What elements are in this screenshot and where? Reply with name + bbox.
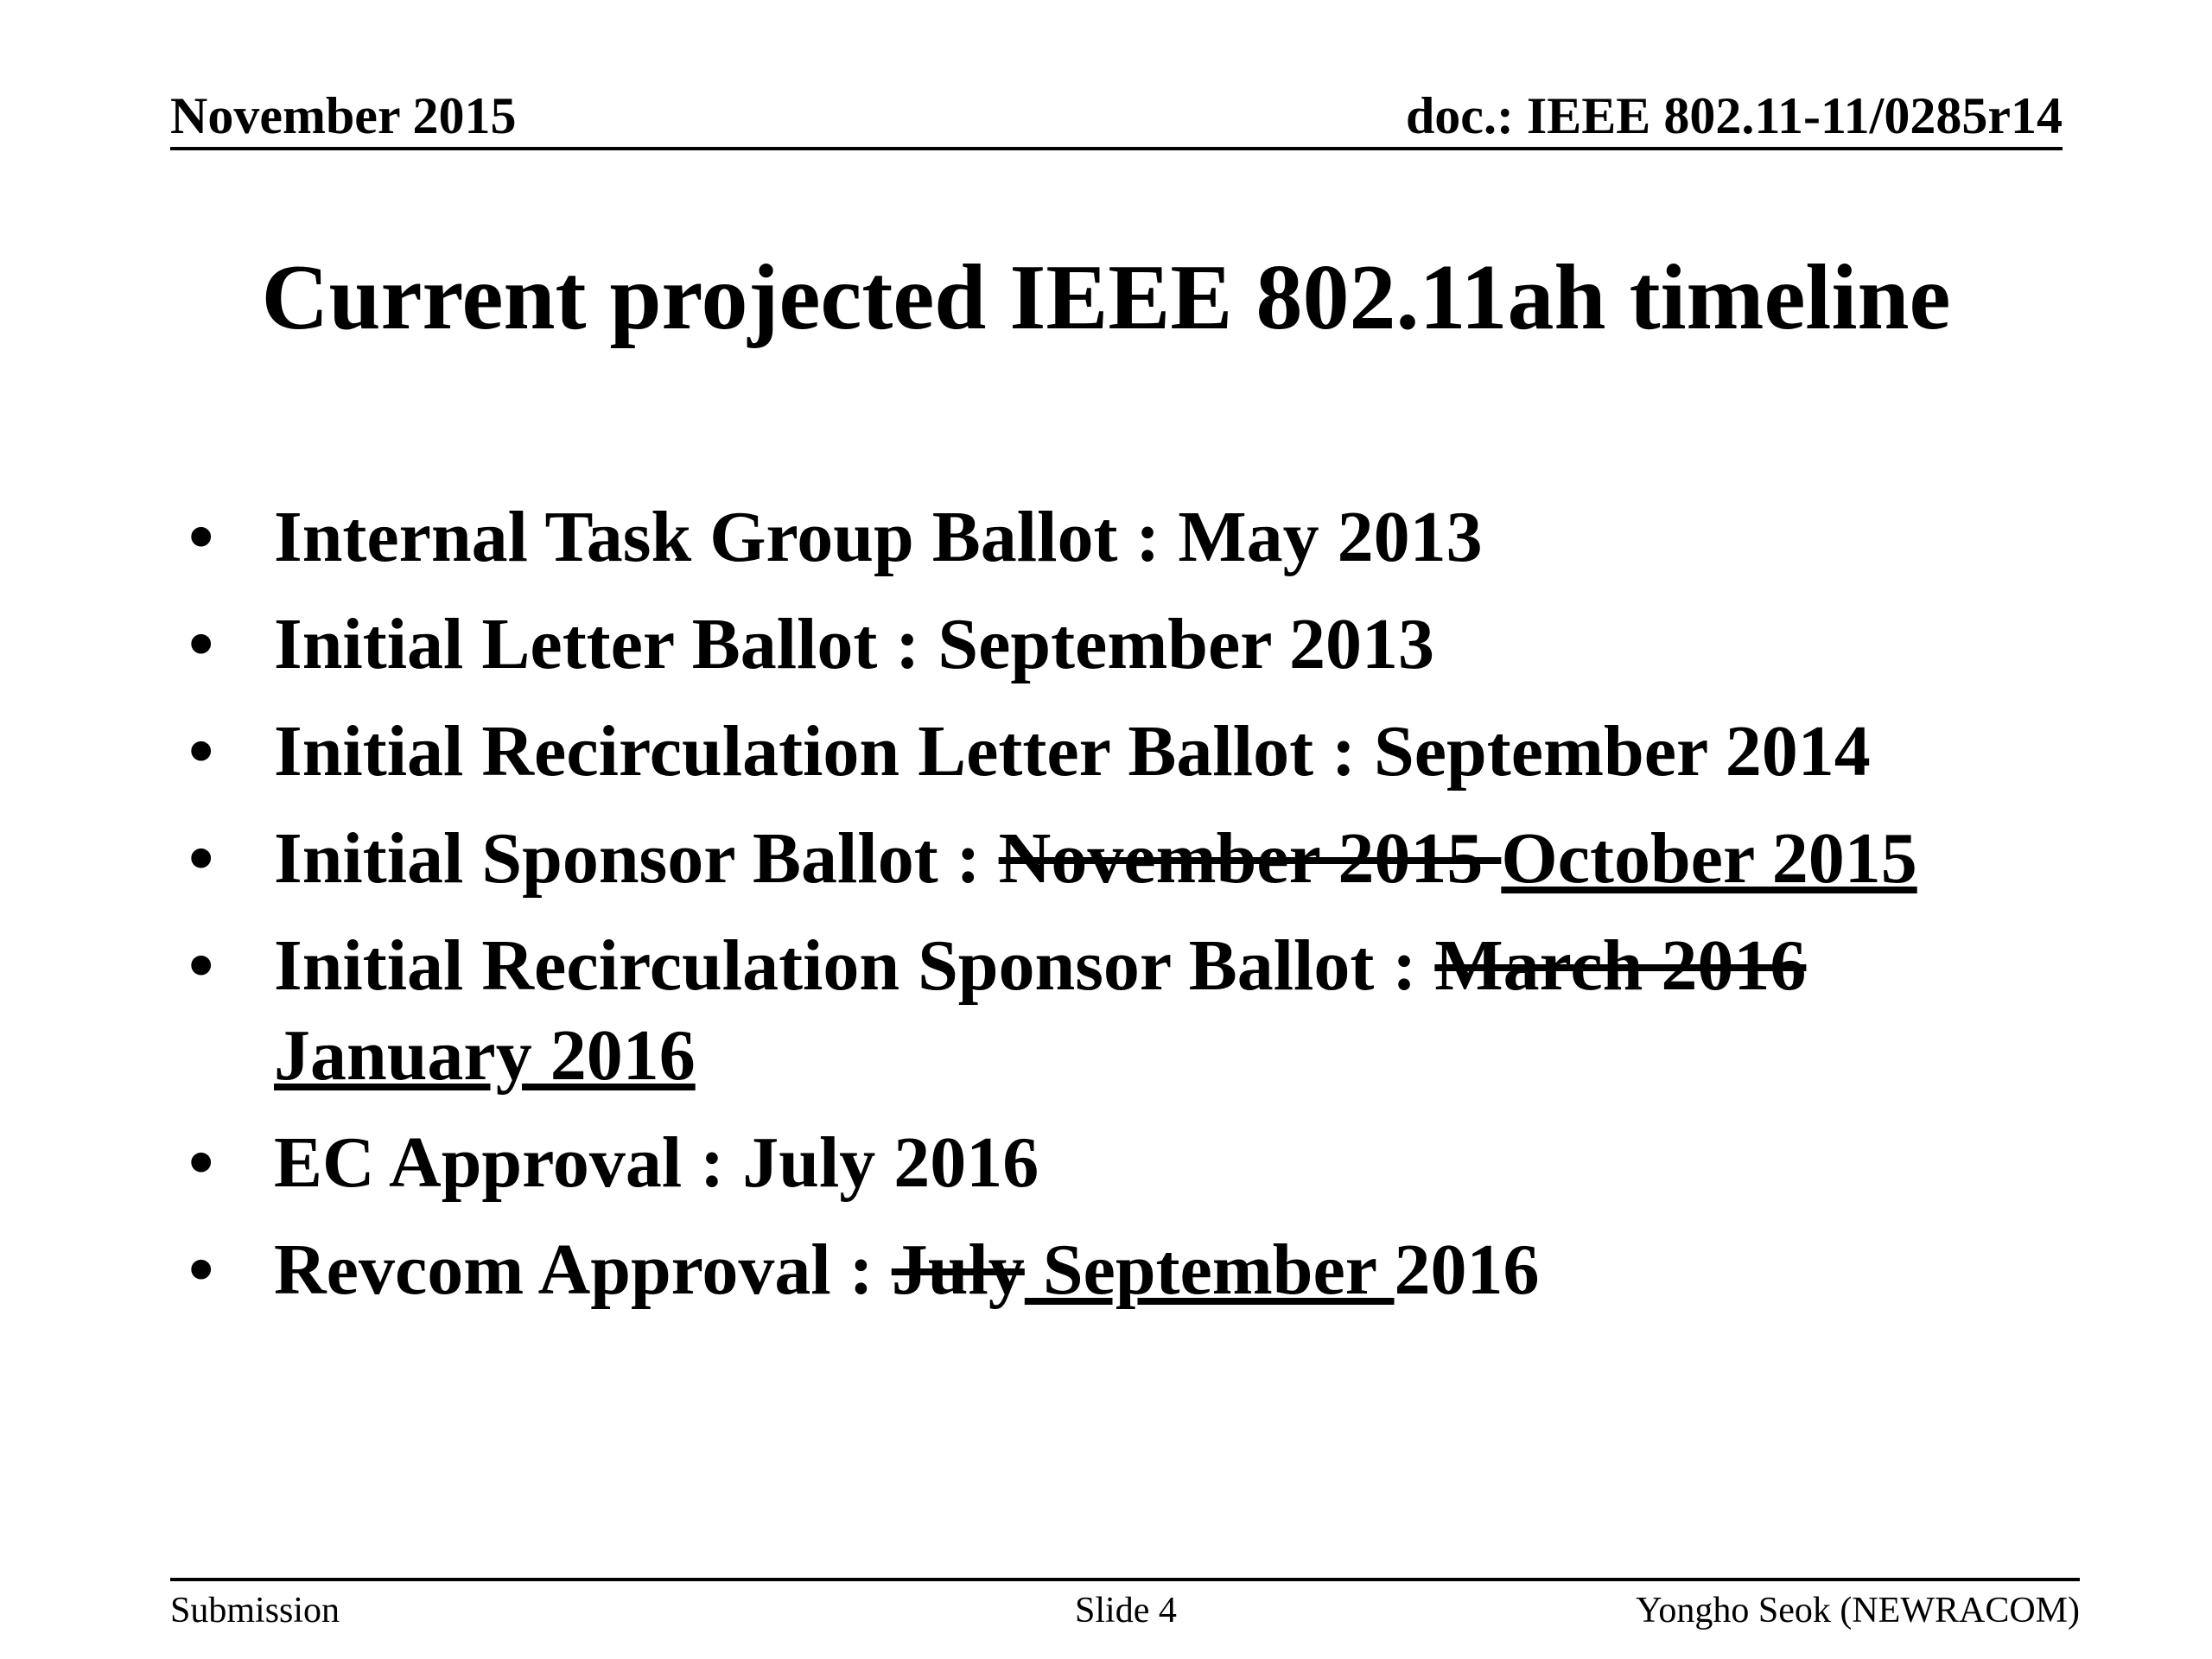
slide-footer xyxy=(170,1578,2080,1630)
timeline-bullet-list xyxy=(0,493,2212,1332)
bullet-prefix: Initial Sponsor Ballot : xyxy=(274,818,999,899)
inserted-date: September xyxy=(1024,1230,1395,1310)
bullet-dot-icon: • xyxy=(188,818,214,899)
bullet-text: EC Approval : July 2016 xyxy=(274,1122,1039,1203)
bullet-dot-icon: • xyxy=(188,1230,214,1310)
bullet-text: Initial Letter Ballot : September 2013 xyxy=(274,604,1435,684)
bullet-text: Initial Recirculation Letter Ballot : September 2014 xyxy=(274,711,1871,791)
bullet-prefix: Initial Recirculation Sponsor Ballot : xyxy=(274,925,1435,1006)
inserted-date: January 2016 xyxy=(274,1015,696,1096)
bullet-initial-recirculation-sponsor-ballot xyxy=(0,921,1916,1101)
footer-submission: Submission xyxy=(170,1591,340,1630)
slide-title: Current projected IEEE 802.11ah timeline xyxy=(261,246,1951,349)
inserted-date: October 2015 xyxy=(1501,818,1917,899)
bullet-revcom-approval xyxy=(0,1225,2212,1315)
struck-date: March 2016 xyxy=(1434,925,1807,1006)
bullet-suffix: 2016 xyxy=(1394,1230,1540,1310)
struck-date: November 2015 xyxy=(998,818,1502,899)
bullet-initial-letter-ballot xyxy=(0,600,2212,690)
header-doc-id: doc.: IEEE 802.11-11/0285r14 xyxy=(1405,87,2063,144)
bullet-dot-icon: • xyxy=(188,711,214,791)
bullet-dot-icon: • xyxy=(188,925,214,1006)
footer-author: Yongho Seok (NEWRACOM) xyxy=(1636,1591,2080,1630)
bullet-initial-recirculation-letter-ballot xyxy=(0,707,2212,797)
bullet-internal-task-group-ballot xyxy=(0,493,2212,582)
bullet-dot-icon: • xyxy=(188,604,214,684)
bullet-initial-sponsor-ballot xyxy=(0,814,2212,904)
bullet-dot-icon: • xyxy=(188,497,214,577)
header-date: November 2015 xyxy=(170,87,517,144)
slide-header xyxy=(170,85,2063,150)
bullet-text: Internal Task Group Ballot : May 2013 xyxy=(274,497,1483,577)
bullet-ec-approval xyxy=(0,1118,2212,1208)
bullet-prefix: Revcom Approval : xyxy=(274,1230,892,1310)
bullet-dot-icon: • xyxy=(188,1122,214,1203)
footer-slide-number: Slide 4 xyxy=(1075,1591,1177,1630)
struck-date: July xyxy=(891,1230,1025,1310)
